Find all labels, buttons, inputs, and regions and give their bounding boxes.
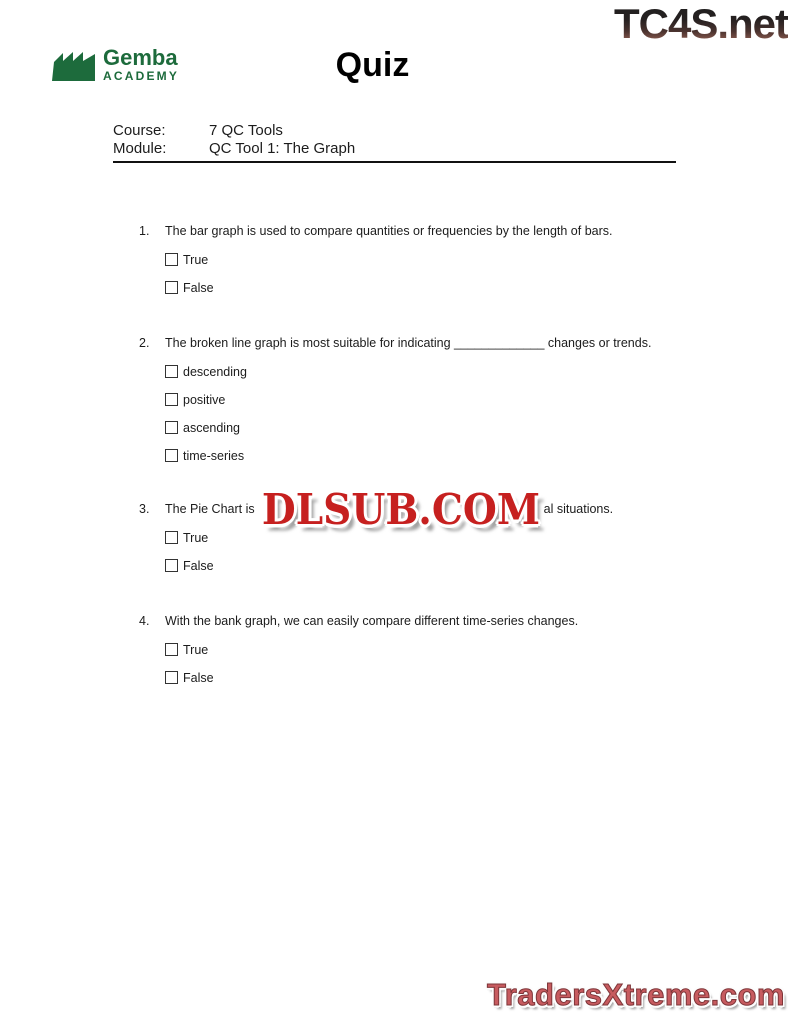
question-4-text-line [139, 614, 699, 629]
checkbox-ascending[interactable] [165, 421, 178, 434]
course-value: 7 QC Tools [209, 122, 283, 139]
question-2-options [165, 365, 699, 464]
option-false [165, 281, 699, 296]
checkbox-true[interactable] [165, 253, 178, 266]
option-time-series [165, 449, 699, 464]
question-2-text-line [139, 336, 699, 351]
option-positive [165, 393, 699, 408]
checkbox-positive[interactable] [165, 393, 178, 406]
course-label: Course: [113, 122, 166, 139]
option-true [165, 643, 699, 658]
logo-name: Gemba [103, 44, 178, 70]
question-1-text-line [139, 224, 699, 239]
option-label: False [183, 558, 214, 573]
question-number: 1. [139, 224, 150, 238]
option-label: True [183, 642, 209, 657]
module-label: Module: [113, 140, 167, 157]
module-row [113, 140, 676, 158]
question-text: The bar graph is used to compare quantities or frequencies by the length of bars. [165, 224, 613, 238]
watermark-tc4s: TC4S.net [613, 0, 788, 47]
option-false [165, 559, 699, 574]
module-value: QC Tool 1: The Graph [209, 140, 356, 157]
question-1 [139, 224, 699, 295]
question-number: 4. [139, 614, 150, 628]
logo-subname: ACADEMY [103, 68, 180, 83]
checkbox-true[interactable] [165, 643, 178, 656]
option-label: time-series [183, 448, 245, 463]
watermark-dlsub: DLSUB.COM [261, 485, 541, 535]
option-label: descending [183, 364, 247, 379]
question-text-before: The Pie Chart is [165, 502, 255, 516]
question-2 [139, 336, 699, 463]
course-module-block [113, 122, 676, 163]
watermark-tradersxtreme: TradersXtreme.com [487, 977, 785, 1012]
question-number: 2. [139, 336, 150, 350]
page-title: Quiz [335, 46, 410, 84]
option-label: True [183, 252, 209, 267]
question-4-options [165, 643, 699, 686]
question-1-options [165, 253, 699, 296]
checkbox-false[interactable] [165, 671, 178, 684]
option-label: True [183, 530, 209, 545]
question-4 [139, 614, 699, 685]
question-text: With the bank graph, we can easily compare different time-series changes. [165, 614, 579, 628]
option-descending [165, 365, 699, 380]
option-ascending [165, 421, 699, 436]
checkbox-false[interactable] [165, 281, 178, 294]
option-false [165, 671, 699, 686]
option-label: False [183, 670, 214, 685]
course-row [113, 122, 676, 140]
option-label: False [183, 280, 214, 295]
checkbox-true[interactable] [165, 531, 178, 544]
checkbox-time-series[interactable] [165, 449, 178, 462]
option-true [165, 253, 699, 268]
question-text-after: al situations. [543, 502, 614, 516]
checkbox-false[interactable] [165, 559, 178, 572]
option-label: ascending [183, 420, 240, 435]
question-text: The broken line graph is most suitable for indicating _____________ changes or trends. [165, 336, 652, 350]
question-number: 3. [139, 502, 150, 516]
option-label: positive [183, 392, 226, 407]
checkbox-descending[interactable] [165, 365, 178, 378]
